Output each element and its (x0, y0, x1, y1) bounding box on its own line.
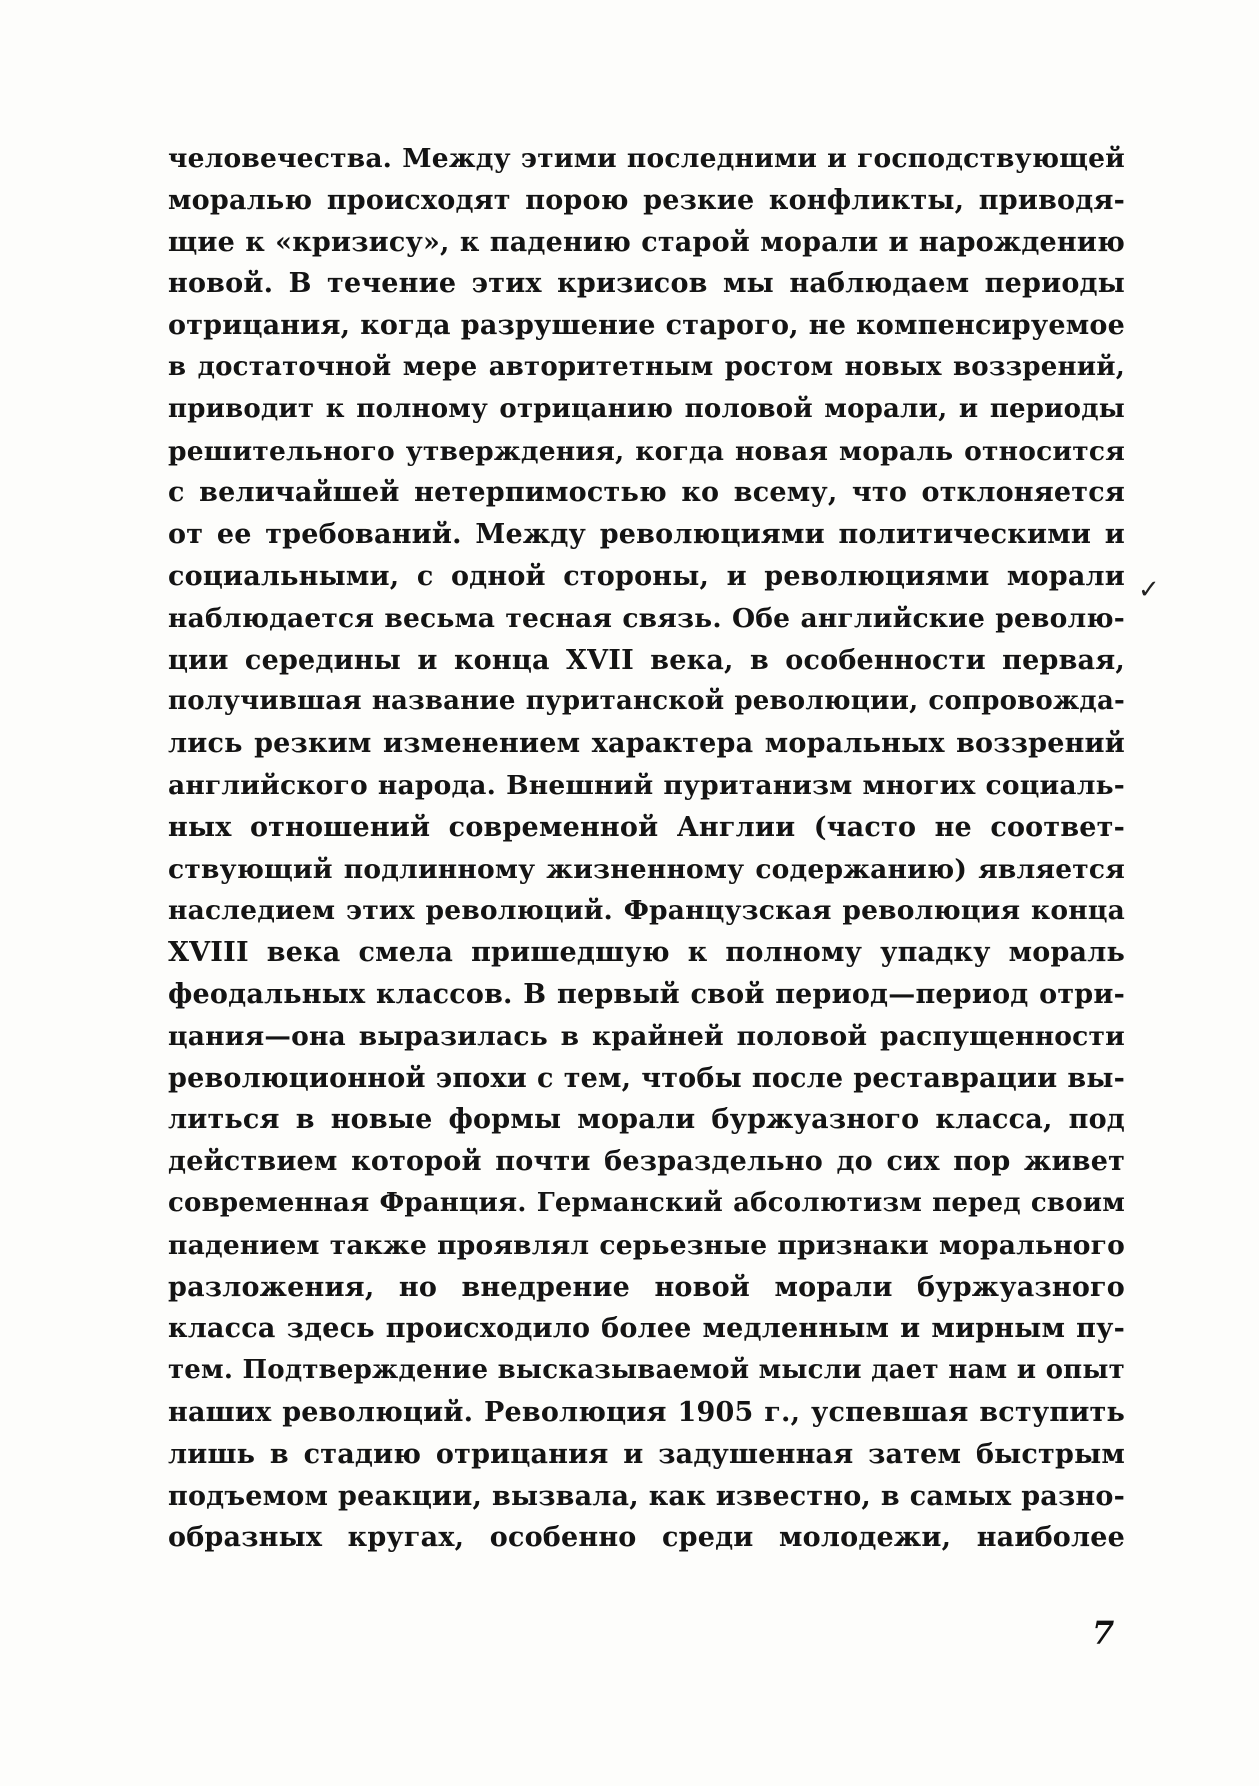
page-number: 7 (1092, 1614, 1115, 1652)
text-line: феодальных классов. В первый свой период—период отри- (168, 978, 1125, 1010)
text-line: современная Франция. Германский абсолютизм перед своим (168, 1187, 1125, 1218)
text-line: наших революций. Революция 1905 г., успевшая вступить (168, 1396, 1125, 1428)
text-line: падением также проявлял серьезные признаки морального (168, 1229, 1125, 1261)
text-line: моралью происходят порою резкие конфликты, приводя- (168, 184, 1125, 216)
text-line: разложения, но внедрение новой морали буржуазного (168, 1271, 1125, 1303)
text-line: лись резким изменением характера моральных воззрений (168, 728, 1125, 760)
text-line: ции середины и конца XVII века, в особенности первая, (168, 644, 1125, 676)
text-line: социальными, с одной стороны, и революциями морали (168, 560, 1125, 592)
text-line: приводит к полному отрицанию половой морали, и периоды (168, 393, 1125, 424)
text-line: ствующий подлинному жизненному содержанию) является (168, 853, 1125, 885)
text-line: литься в новые формы морали буржуазного класса, под (168, 1104, 1125, 1136)
text-line: от ее требований. Между революциями политическими и (168, 519, 1125, 551)
text-line: лишь в стадию отрицания и задушенная затем быстрым (168, 1438, 1125, 1470)
text-line: с величайшей нетерпимостью ко всему, что отклоняется (168, 477, 1125, 509)
text-line: ных отношений современной Англии (часто не соответ- (168, 811, 1125, 843)
text-line: XVIII века смела пришедшую к полному упадку мораль (168, 937, 1125, 969)
text-line: цания—она выразилась в крайней половой распущенности (168, 1020, 1125, 1052)
text-line: наследием этих революций. Французская революция конца (168, 895, 1125, 927)
text-line: в достаточной мере авторитетным ростом новых воззрений, (168, 351, 1125, 382)
body-paragraph (168, 138, 1125, 1559)
text-line: щие к «кризису», к падению старой морали и нарождению (168, 226, 1125, 258)
text-line: отрицания, когда разрушение старого, не компенсируемое (168, 310, 1125, 342)
text-line: английского народа. Внешний пуританизм многих социаль- (168, 769, 1125, 801)
text-line: получившая название пуританской революции, сопровожда- (168, 686, 1125, 717)
text-line: образных кругах, особенно среди молодежи, наиболее (168, 1522, 1125, 1554)
text-line: человечества. Между этими последними и господствующей (168, 143, 1125, 174)
text-line: революционной эпохи с тем, чтобы после реставрации вы- (168, 1062, 1125, 1094)
checkmark-icon: ✓ (1138, 575, 1160, 605)
text-line: подъемом реакции, вызвала, как известно, в самых разно- (168, 1480, 1125, 1512)
text-line: класса здесь происходило более медленным и мирным пу- (168, 1313, 1125, 1345)
text-line: наблюдается весьма тесная связь. Обе английские револю- (168, 602, 1125, 634)
text-line: решительного утверждения, когда новая мораль относится (168, 435, 1125, 467)
text-line: действием которой почти безраздельно до сих пор живет (168, 1146, 1125, 1178)
text-line: тем. Подтверждение высказываемой мысли дает нам и опыт (168, 1355, 1125, 1386)
text-line: новой. В течение этих кризисов мы наблюдаем периоды (168, 268, 1125, 300)
